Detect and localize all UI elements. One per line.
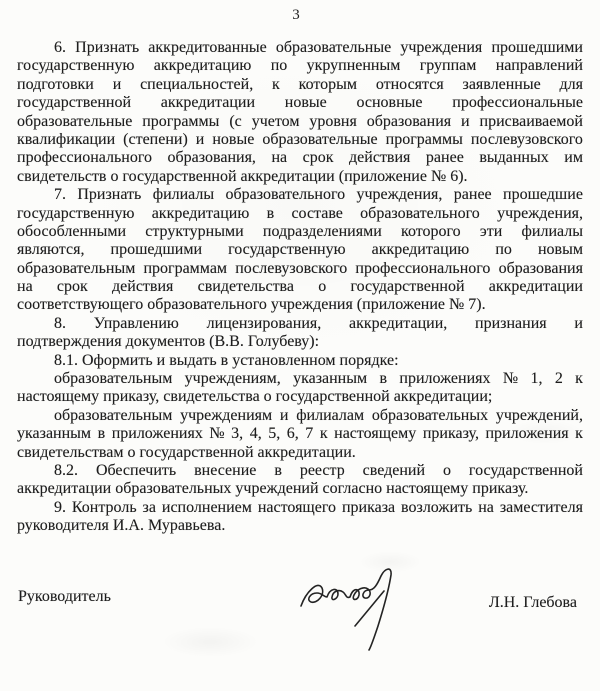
document-line: образовательным программам послевузовского профессионального образования [17,259,583,277]
document-line: настоящему приказу, свидетельства о государственной аккредитации; [17,388,493,406]
paragraph-p9 [17,499,583,536]
document-line: государственной аккредитации новые основные профессиональные [17,94,583,112]
document-body [17,39,583,536]
document-line: 8.1. Оформить и выдать в установленном порядке: [54,351,399,369]
document-line: 8. Управлению лицензирования, аккредитации, признания и [54,314,583,332]
paragraph-p8-1b [17,407,583,462]
document-line: указанным в приложениях № 3, 4, 5, 6, 7 к настоящему приказу, приложения к [17,425,583,443]
document-line: соответствующего образовательного учреждения (приложение № 7). [17,296,486,314]
document-line: подтверждения документов (В.В. Голубеву): [17,333,320,351]
page-number: 3 [292,7,300,23]
document-line: образовательные программы (с учетом уровня образования и присваиваемой [17,112,583,130]
document-line: свидетельствам о государственной аккредитации. [17,443,356,461]
document-line: обособленными структурными подразделениями которого эти филиалы [17,222,583,240]
paragraph-p6 [17,39,583,186]
document-line: являются, прошедшими государственную аккредитацию по новым [17,241,583,259]
document-line: 8.2. Обеспечить внесение в реестр сведений о государственной [54,461,583,479]
paragraph-p8-1a [17,370,583,407]
document-line: 7. Признать филиалы образовательного учреждения, ранее прошедшие [54,186,583,204]
document-line: аккредитации образовательных учреждений согласно настоящему приказу. [17,480,529,498]
document-line: свидетельств о государственной аккредитации (приложение № 6). [17,167,468,185]
document-line: руководителя И.А. Муравьева. [17,517,226,535]
document-line: на срок действия свидетельства о государственной аккредитации [17,278,583,296]
paragraph-p7 [17,186,583,315]
paragraph-p8-1 [17,352,583,370]
paragraph-p8 [17,315,583,352]
document-line: 9. Контроль за исполнением настоящего приказа возложить на заместителя [54,498,583,516]
document-line: подготовки и специальностей, к которым относятся заявленные для [17,75,583,93]
signatory-name-label: Л.Н. Глебова [488,594,577,611]
document-line: государственную аккредитацию по укрупненным группам направлений [17,57,583,75]
paragraph-p8-2 [17,462,583,499]
document-line: государственную аккредитацию в составе образовательного учреждения, [17,204,583,222]
document-line: образовательным учреждениям, указанным в приложениях № 1, 2 к [54,370,583,388]
signatory-role-label: Руководитель [18,588,111,605]
document-line: профессионального образования, на срок действия ранее выданных им [17,149,583,167]
document-line: образовательным учреждениям и филиалам образовательных учреждений, [54,406,583,424]
document-line: квалификации (степени) и новые образовательные программы послевузовского [17,130,583,148]
document-line: 6. Признать аккредитованные образовательные учреждения прошедшими [54,39,583,56]
handwritten-signature-icon [293,556,425,660]
